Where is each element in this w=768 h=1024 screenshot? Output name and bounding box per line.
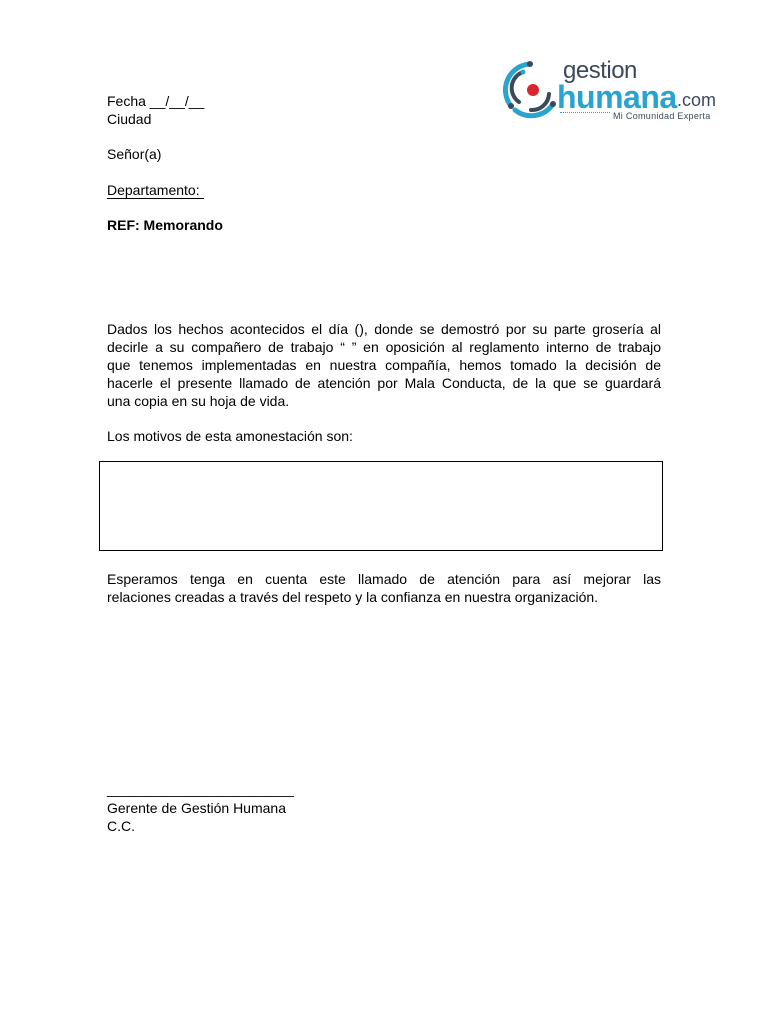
department-label: Departamento: [107, 182, 204, 198]
department-line [107, 181, 204, 199]
paragraph-line: decirle a su compañero de trabajo “ ” en oposición al reglamento interno de trabajo [107, 339, 661, 355]
reference-line: REF: Memorando [107, 217, 223, 233]
date-line: Fecha __/__/__ [107, 93, 205, 109]
recipient-line: Señor(a) [107, 146, 162, 162]
paragraph-line: hacerle el presente llamado de atención por Mala Conducta, de la que se guardará [107, 375, 661, 391]
signer-title: Gerente de Gestión Humana [107, 800, 286, 816]
logo-dotted-line [560, 112, 610, 113]
signature-line: ________________________ [107, 781, 294, 797]
paragraph-line: una copia en su hoja de vida. [107, 393, 290, 409]
logo-gestion-text: gestion [563, 57, 637, 84]
paragraph-line: que tenemos implementadas en nuestra compañía, hemos tomado la decisión de [107, 357, 661, 373]
logo-humana-text: humana [557, 79, 677, 115]
logo-tagline: Mi Comunidad Experta [613, 111, 711, 121]
gestionhumana-logo [503, 58, 718, 124]
logo-circle-icon [503, 58, 563, 124]
signer-id: C.C. [107, 818, 135, 834]
paragraph-line: relaciones creadas a través del respeto y la confianza en nuestra organización. [107, 589, 599, 605]
reasons-box[interactable] [99, 461, 663, 551]
logo-com-text: .com [677, 90, 717, 110]
paragraph-line: Esperamos tenga en cuenta este llamado de atención para así mejorar las [107, 571, 661, 587]
city-line: Ciudad [107, 111, 152, 127]
body-paragraph-2 [107, 570, 661, 606]
body-paragraph-1 [107, 320, 661, 410]
reasons-label: Los motivos de esta amonestación son: [107, 428, 353, 444]
paragraph-line: Dados los hechos acontecidos el día (), donde se demostró por su parte grosería al [107, 321, 661, 337]
